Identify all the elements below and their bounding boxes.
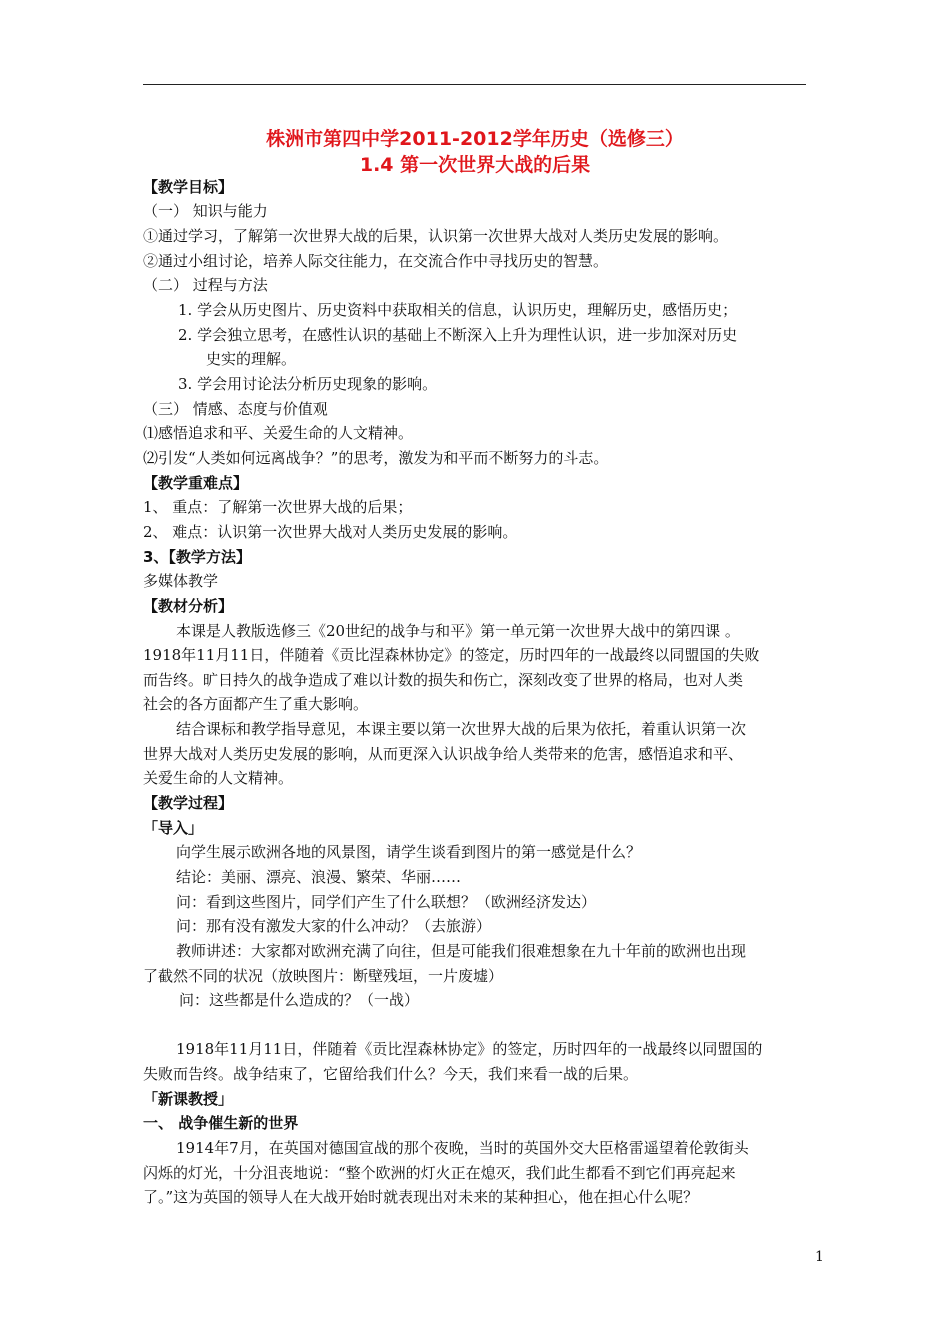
text-line: 1、 重点：了解第一次世界大战的后果； <box>143 498 413 516</box>
page-number: 1 <box>815 1249 824 1265</box>
paragraph-line: 世界大战对人类历史发展的影响，从而更深入认识战争给人类带来的危害，感悟追求和平、 <box>143 745 744 763</box>
text-line: ⑵引发“人类如何远离战争？”的思考，激发为和平而不断努力的斗志。 <box>143 449 609 467</box>
text-line: ①通过学习，了解第一次世界大战的后果，认识第一次世界大战对人类历史发展的影响。 <box>143 227 729 245</box>
lesson-title: 1.4 第一次世界大战的后果 <box>359 154 591 176</box>
paragraph-line: 本课是人教版选修三《20世纪的战争与和平》第一单元第一次世界大战中的第四课 。 <box>176 622 740 640</box>
paragraph-line: 了截然不同的状况（放映图片：断壁残垣，一片废墟） <box>143 967 504 985</box>
section-heading-war-new-world: 一、 战争催生新的世界 <box>143 1114 299 1132</box>
text-line: ⑴感悟追求和平、关爱生命的人文精神。 <box>143 424 414 442</box>
paragraph-line: 1918年11月11日，伴随着《贡比涅森林协定》的签定，历时四年的一战最终以同盟国的 <box>176 1040 763 1058</box>
paragraph-line: 1918年11月11日，伴随着《贡比涅森林协定》的签定，历时四年的一战最终以同盟国的失败 <box>143 646 760 664</box>
paragraph-line: 社会的各方面都产生了重大影响。 <box>143 695 369 713</box>
paragraph-line: 问：那有没有激发大家的什么冲动？（去旅游） <box>176 917 492 935</box>
paragraph-line: 教师讲述：大家都对欧洲充满了向往，但是可能我们很难想象在九十年前的欧洲也出现 <box>176 942 747 960</box>
document-title: 株洲市第四中学2011-2012学年历史（选修三） <box>266 128 684 150</box>
text-line: 史实的理解。 <box>206 350 297 368</box>
paragraph-line: 问：这些都是什么造成的？（一战） <box>179 991 420 1009</box>
section-heading-methods: 3、【教学方法】 <box>143 548 251 566</box>
header-rule <box>143 84 806 85</box>
list-item: 2. 学会独立思考，在感性认识的基础上不断深入上升为理性认识，进一步加深对历史 <box>178 326 738 344</box>
paragraph-line: 问：看到这些图片，同学们产生了什么联想？（欧洲经济发达） <box>176 893 597 911</box>
text-line: 多媒体教学 <box>143 572 219 590</box>
list-item: 1. 学会从历史图片、历史资料中获取相关的信息，认识历史，理解历史，感悟历史； <box>178 301 738 319</box>
paragraph-line: 向学生展示欧洲各地的风景图，请学生谈看到图片的第一感觉是什么？ <box>176 843 642 861</box>
paragraph-line: 了。”这为英国的领导人在大战开始时就表现出对未来的某种担心，他在担心什么呢？ <box>143 1188 699 1206</box>
subsection-intro: 「导入」 <box>143 819 204 837</box>
section-heading-objectives: 【教学目标】 <box>143 178 234 196</box>
paragraph-line: 结合课标和教学指导意见，本课主要以第一次世界大战的后果为依托，着重认识第一次 <box>176 720 747 738</box>
paragraph-line: 关爱生命的人文精神。 <box>143 769 294 787</box>
text-line: 2、 难点：认识第一次世界大战对人类历史发展的影响。 <box>143 523 518 541</box>
paragraph-line: 结论：美丽、漂亮、浪漫、繁荣、华丽…… <box>176 868 462 886</box>
paragraph-line: 而告终。旷日持久的战争造成了难以计数的损失和伤亡，深刻改变了世界的格局，也对人类 <box>143 671 744 689</box>
subheading-values: （三） 情感、态度与价值观 <box>143 400 328 418</box>
subheading-knowledge: （一） 知识与能力 <box>143 202 268 220</box>
paragraph-line: 1914年7月，在英国对德国宣战的那个夜晚，当时的英国外交大臣格雷遥望着伦敦街头 <box>176 1139 749 1157</box>
text-line: ②通过小组讨论，培养人际交往能力，在交流合作中寻找历史的智慧。 <box>143 252 609 270</box>
paragraph-line: 失败而告终。战争结束了，它留给我们什么？今天，我们来看一战的后果。 <box>143 1065 639 1083</box>
subheading-process: （二） 过程与方法 <box>143 276 268 294</box>
section-heading-keypoints: 【教学重难点】 <box>143 474 249 492</box>
subsection-new-lesson: 「新课教授」 <box>143 1090 234 1108</box>
list-item: 3. 学会用讨论法分析历史现象的影响。 <box>178 375 438 393</box>
paragraph-line: 闪烁的灯光，十分沮丧地说：“整个欧洲的灯火正在熄灭，我们此生都看不到它们再亮起来 <box>143 1164 736 1182</box>
section-heading-process: 【教学过程】 <box>143 794 234 812</box>
section-heading-analysis: 【教材分析】 <box>143 597 234 615</box>
